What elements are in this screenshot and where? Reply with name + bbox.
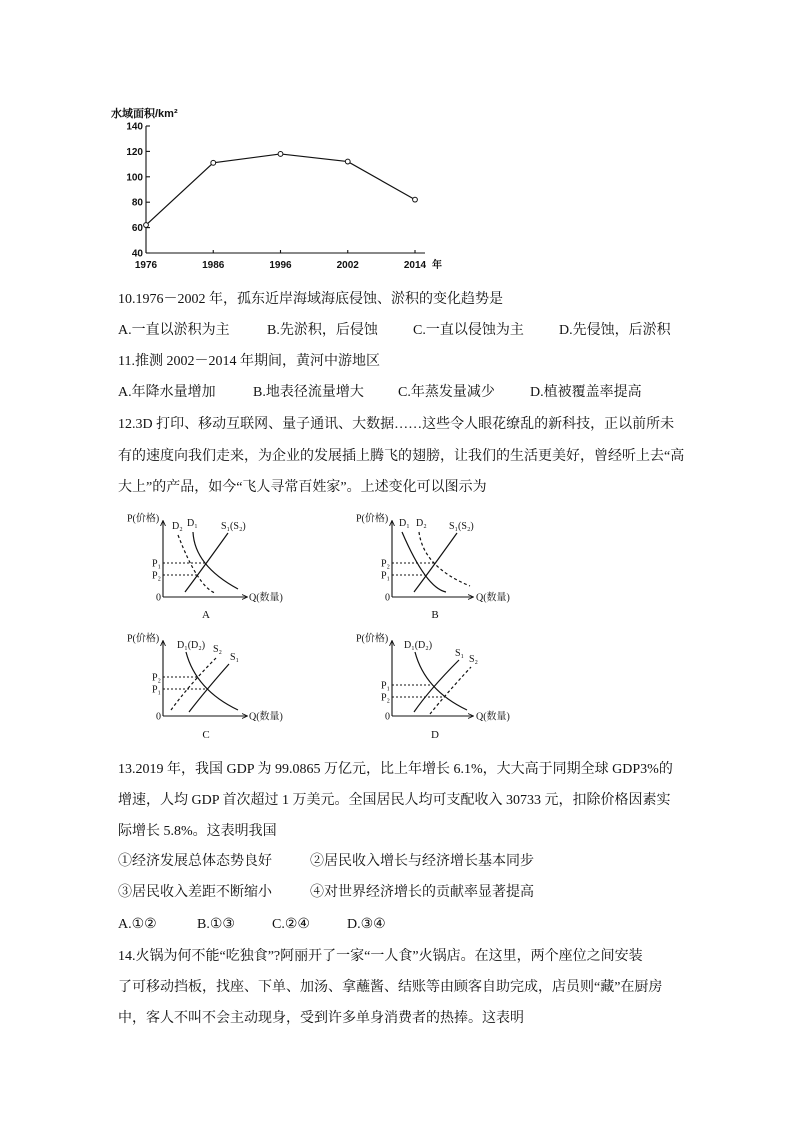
price-label-lower: P₁ [380, 570, 390, 582]
price-axis-label: P(价格) [356, 513, 389, 525]
curve-label-s2: S₂ [469, 654, 479, 665]
curve-label-d: D₁(D₂) [177, 640, 206, 651]
question-13-stem-line-2: 增速，人均 GDP 首次超过 1 万美元。全国居民人均可支配收入 30733 元，扣除价格因素实 [118, 793, 671, 808]
curve-label-d: D₁(D₂) [404, 640, 433, 651]
question-10-stem: 10.1976－2002 年，孤东近岸海域海底侵蚀、淤积的变化趋势是 [118, 292, 503, 307]
curve-label-s2: S₂ [213, 644, 223, 655]
demand-curve-d1 [402, 532, 446, 592]
curve-label-d1: D₁ [399, 518, 410, 529]
quantity-axis-label: Q(数量) [476, 592, 510, 604]
question-13-statement-2: ②居民收入增长与经济增长基本同步 [310, 854, 534, 869]
curve-label-d1: D₁ [187, 518, 198, 529]
question-13-option-b: B.①③ [197, 917, 235, 932]
origin-label: 0 [156, 711, 161, 723]
y-tick-label: 60 [131, 223, 143, 235]
question-11-option-c: C.年蒸发量减少 [398, 385, 495, 400]
price-axis-label: P(价格) [356, 633, 389, 645]
question-10-option-c: C.一直以侵蚀为主 [413, 323, 524, 338]
x-tick-label: 1976 [134, 260, 158, 271]
data-point-1976 [144, 223, 149, 228]
supply-curve-s1 [189, 664, 229, 712]
question-13-statement-3: ③居民收入差距不断缩小 [118, 885, 272, 900]
question-11-option-a: A.年降水量增加 [118, 385, 216, 400]
curve-label-s1: S₁ [455, 648, 465, 659]
data-point-2014 [413, 197, 418, 202]
y-tick-label: 120 [126, 146, 143, 158]
question-12-stem-line-1: 12.3D 打印、移动互联网、量子通讯、大数据……这些令人眼花缭乱的新科技，正以前所未 [118, 417, 675, 432]
question-11-stem: 11.推测 2002－2014 年期间，黄河中游地区 [118, 354, 380, 369]
diagram-a [127, 512, 283, 622]
price-label-lower: P₂ [380, 692, 390, 704]
x-tick-label: 1996 [269, 260, 292, 271]
supply-curve-s2 [171, 658, 216, 710]
demand-curve-d1 [193, 532, 238, 589]
diagram-d [356, 632, 510, 742]
origin-label: 0 [156, 592, 161, 604]
price-label-upper: P₂ [151, 672, 161, 684]
y-tick-label: 100 [126, 172, 143, 184]
x-tick-label: 2014 [403, 260, 427, 271]
origin-label: 0 [385, 592, 390, 604]
supply-demand-diagrams [0, 500, 794, 750]
supply-curve-s [185, 533, 228, 592]
price-label-lower: P₁ [151, 684, 161, 696]
price-axis-label: P(价格) [127, 633, 160, 645]
question-12-stem-line-2: 有的速度向我们走来，为企业的发展插上腾飞的翅膀，让我们的生活更美好，曾经听上去“高 [118, 449, 685, 464]
supply-curve-s [414, 533, 457, 592]
question-14-stem-line-1: 14.火锅为何不能“吃独食”?阿丽开了一家“一人食”火锅店。在这里，两个座位之间安装 [118, 949, 643, 964]
y-tick-label: 80 [131, 197, 143, 209]
question-13-statement-1: ①经济发展总体态势良好 [118, 854, 272, 869]
diagram-letter: D [431, 729, 439, 741]
data-point-2002 [345, 159, 350, 164]
x-tick-label: 1986 [202, 260, 225, 271]
quantity-axis-label: Q(数量) [476, 711, 510, 723]
question-13-option-a: A.①② [118, 917, 157, 932]
water-area-series-line [146, 154, 415, 225]
question-14-stem-line-2: 了可移动挡板，找座、下单、加汤、拿蘸酱、结账等由顾客自助完成，店员则“藏”在厨房 [118, 980, 663, 995]
data-point-1986 [211, 160, 216, 165]
x-axis-unit-label: 年 [432, 260, 442, 271]
curve-label-s: S₁(S₂) [449, 521, 474, 532]
diagram-b [356, 512, 510, 622]
question-14-stem-line-3: 中，客人不叫不会主动现身，受到许多单身消费者的热捧。这表明 [118, 1011, 524, 1026]
supply-curve-s2 [430, 667, 471, 714]
water-area-line-chart [0, 0, 794, 280]
question-10-option-b: B.先淤积，后侵蚀 [267, 323, 378, 338]
y-axis-label: 水域面积/km² [111, 108, 178, 120]
diagram-letter: C [202, 729, 210, 741]
quantity-axis-label: Q(数量) [249, 592, 283, 604]
diagram-c [127, 632, 283, 742]
question-10-option-d: D.先侵蚀，后淤积 [559, 323, 671, 338]
price-label-upper: P₁ [151, 558, 161, 570]
question-11-option-d: D.植被覆盖率提高 [530, 385, 642, 400]
price-label-lower: P₂ [151, 570, 161, 582]
origin-label: 0 [385, 711, 390, 723]
price-axis-label: P(价格) [127, 513, 160, 525]
y-tick-label: 140 [126, 121, 143, 133]
chart-marks [126, 122, 426, 272]
question-12-stem-line-3: 大上”的产品，如今“飞人寻常百姓家”。上述变化可以图示为 [118, 480, 487, 495]
price-label-upper: P₂ [380, 558, 390, 570]
demand-curve-d2 [178, 535, 215, 593]
data-point-1996 [278, 152, 283, 157]
curve-label-d2: D₂ [416, 518, 427, 529]
y-tick-label: 40 [131, 248, 143, 260]
question-13-stem-line-3: 际增长 5.8%。这表明我国 [118, 824, 277, 839]
curve-label-d2: D₂ [172, 521, 183, 532]
x-tick-label: 2002 [336, 260, 359, 271]
diagram-letter: A [202, 609, 210, 621]
curve-label-s: S₁(S₂) [221, 521, 246, 532]
quantity-axis-label: Q(数量) [249, 711, 283, 723]
price-label-upper: P₁ [380, 680, 390, 692]
diagram-letter: B [431, 609, 439, 621]
question-13-option-c: C.②④ [272, 917, 310, 932]
curve-label-s1: S₁ [230, 652, 240, 663]
question-10-option-a: A.一直以淤积为主 [118, 323, 230, 338]
question-13-option-d: D.③④ [347, 917, 386, 932]
question-13-statement-4: ④对世界经济增长的贡献率显著提高 [310, 885, 534, 900]
question-11-option-b: B.地表径流量增大 [253, 385, 364, 400]
question-13-stem-line-1: 13.2019 年，我国 GDP 为 99.0865 万亿元，比上年增长 6.1%，大大高于同期全球 GDP3%的 [118, 762, 673, 777]
